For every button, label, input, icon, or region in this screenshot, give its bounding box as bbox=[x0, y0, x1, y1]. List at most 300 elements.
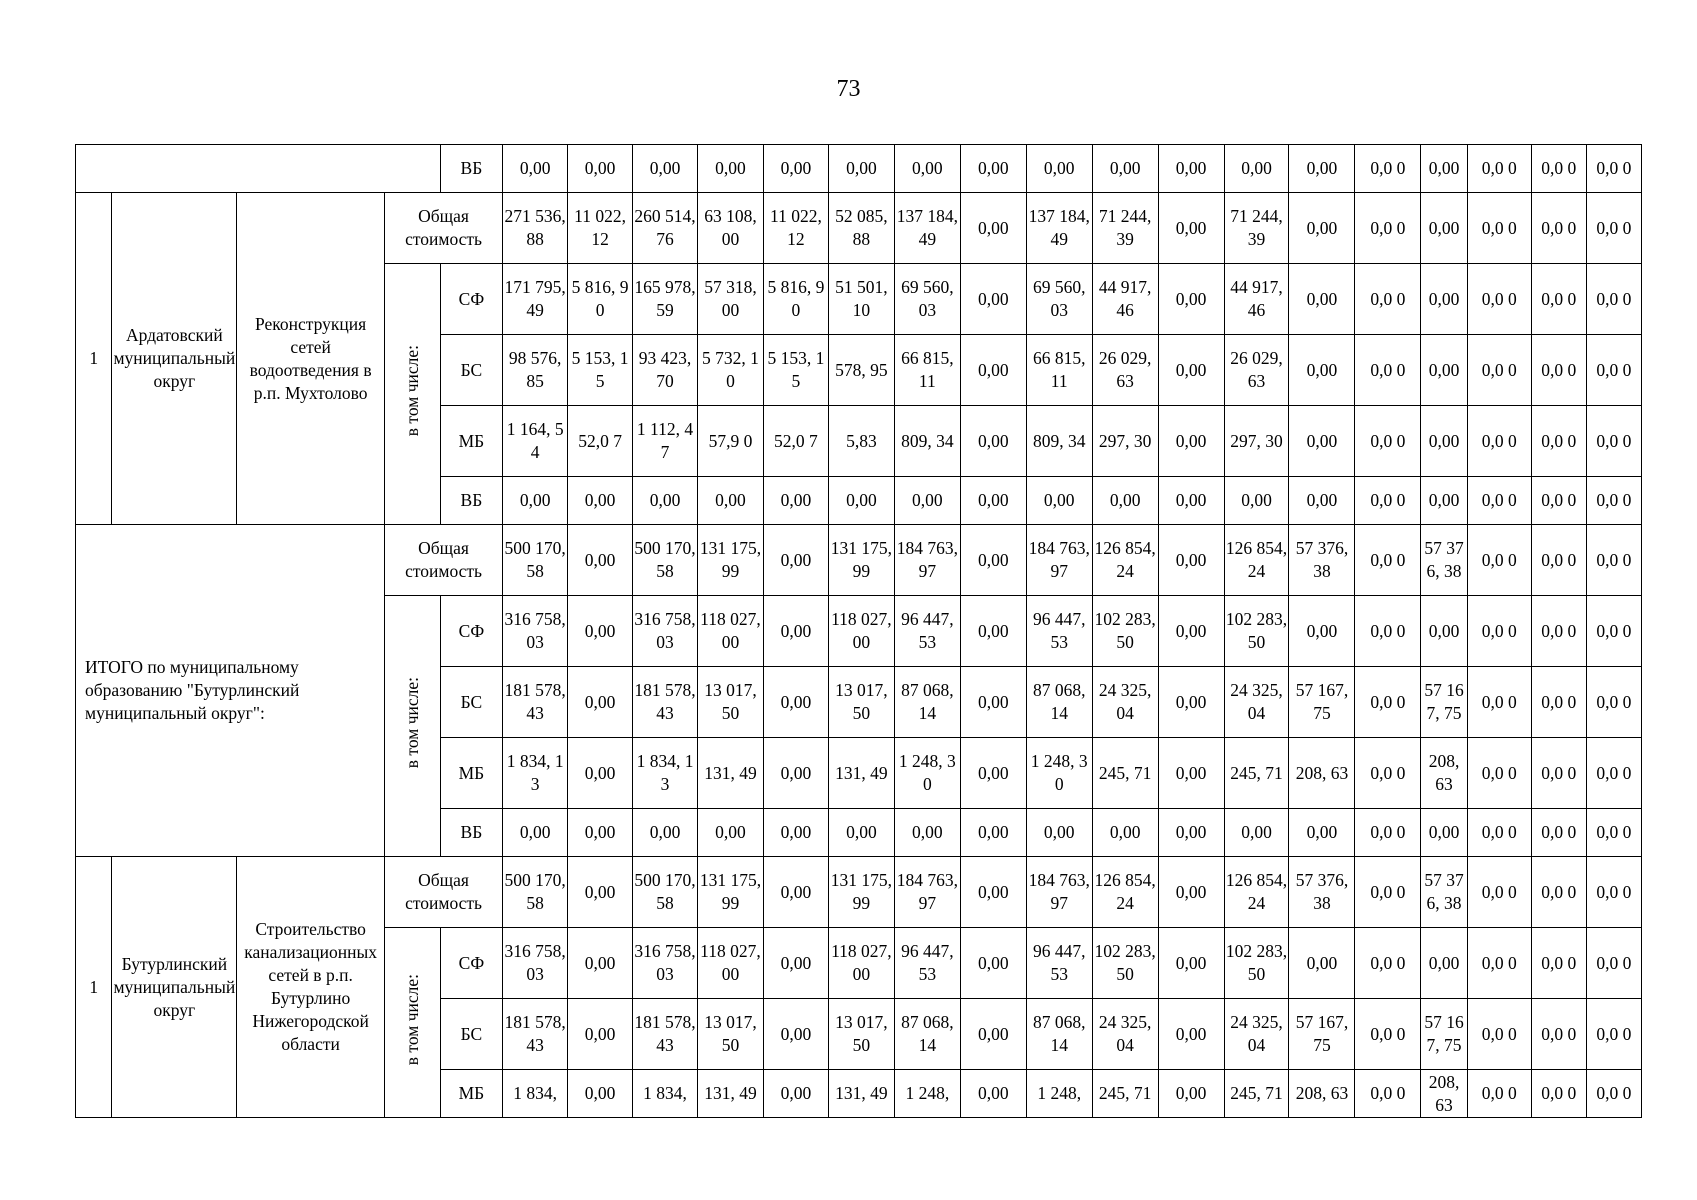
object-name: Строительство канализационных сетей в р.п. Бутурлино Нижегородской области bbox=[237, 857, 385, 1118]
table-row-itogo-total bbox=[76, 525, 1697, 596]
value-cell: 1 834, 13 bbox=[503, 738, 568, 809]
value-cell: 0,00 bbox=[568, 667, 633, 738]
value-cell: 0,0 0 bbox=[1355, 667, 1421, 738]
value-cell: 0,0 0 bbox=[1355, 335, 1421, 406]
value-cell: 181 578, 43 bbox=[633, 667, 698, 738]
value-cell: 0,00 bbox=[1092, 145, 1158, 193]
value-cell: 5 816, 90 bbox=[763, 264, 828, 335]
value-cell: 44 917, 46 bbox=[1092, 264, 1158, 335]
value-cell: 0,0 0 bbox=[1531, 738, 1586, 809]
value-cell: 131, 49 bbox=[828, 1070, 894, 1118]
value-cell: 24 325, 04 bbox=[1224, 667, 1289, 738]
value-cell: 11 022, 12 bbox=[763, 193, 828, 264]
value-cell: 0,00 bbox=[960, 477, 1026, 525]
value-cell: 0,00 bbox=[1224, 809, 1289, 857]
value-cell: 0,00 bbox=[1421, 477, 1467, 525]
row-number: 1 bbox=[76, 193, 112, 525]
value-cell: 184 763, 97 bbox=[1026, 525, 1092, 596]
value-cell: 0,00 bbox=[763, 596, 828, 667]
value-cell: 0,0 0 bbox=[1586, 335, 1641, 406]
value-cell: 0,0 0 bbox=[1586, 193, 1641, 264]
value-cell: 0,0 0 bbox=[1355, 857, 1421, 928]
value-cell: 1 112, 47 bbox=[633, 406, 698, 477]
value-cell: 0,00 bbox=[1421, 335, 1467, 406]
value-cell: 0,00 bbox=[894, 809, 960, 857]
value-cell: 87 068, 14 bbox=[1026, 667, 1092, 738]
value-cell: 0,00 bbox=[763, 667, 828, 738]
value-cell: 0,00 bbox=[1158, 596, 1224, 667]
itogo-title: ИТОГО по муниципальному образованию "Бутурлинский муниципальный округ": bbox=[76, 525, 385, 857]
value-cell: 0,0 0 bbox=[1467, 193, 1531, 264]
value-cell: 1 834, bbox=[503, 1070, 568, 1118]
value-cell: 208, 63 bbox=[1289, 738, 1355, 809]
value-cell: 0,00 bbox=[960, 335, 1026, 406]
value-cell: 0,00 bbox=[1092, 477, 1158, 525]
value-cell: 57 167, 75 bbox=[1421, 667, 1467, 738]
fund-label-bs: БС bbox=[440, 999, 503, 1070]
value-cell: 165 978, 59 bbox=[633, 264, 698, 335]
value-cell: 0,00 bbox=[828, 477, 894, 525]
value-cell: 1 248, bbox=[1026, 1070, 1092, 1118]
value-cell: 126 854, 24 bbox=[1224, 857, 1289, 928]
value-cell: 0,00 bbox=[568, 857, 633, 928]
value-cell: 208, 63 bbox=[1289, 1070, 1355, 1118]
value-cell: 87 068, 14 bbox=[1026, 999, 1092, 1070]
value-cell: 0,00 bbox=[1421, 406, 1467, 477]
value-cell: 126 854, 24 bbox=[1092, 525, 1158, 596]
empty-header-cell bbox=[76, 145, 441, 193]
object-name: Реконструкция сетей водоотведения в р.п. Мухтолово bbox=[237, 193, 385, 525]
value-cell: 0,00 bbox=[1289, 928, 1355, 999]
value-cell: 0,0 0 bbox=[1355, 596, 1421, 667]
value-cell: 118 027, 00 bbox=[698, 928, 764, 999]
value-cell: 0,0 0 bbox=[1467, 1070, 1531, 1118]
value-cell: 71 244, 39 bbox=[1092, 193, 1158, 264]
value-cell: 0,0 0 bbox=[1586, 1070, 1641, 1118]
value-cell: 0,00 bbox=[1158, 477, 1224, 525]
value-cell: 0,00 bbox=[960, 857, 1026, 928]
value-cell: 0,0 0 bbox=[1355, 809, 1421, 857]
value-cell: 57,9 0 bbox=[698, 406, 764, 477]
municipality-name: Ардатовский муниципальный округ bbox=[112, 193, 237, 525]
value-cell: 24 325, 04 bbox=[1224, 999, 1289, 1070]
value-cell: 26 029, 63 bbox=[1224, 335, 1289, 406]
value-cell: 0,0 0 bbox=[1355, 145, 1421, 193]
value-cell: 184 763, 97 bbox=[894, 857, 960, 928]
value-cell: 0,00 bbox=[763, 928, 828, 999]
value-cell: 51 501, 10 bbox=[828, 264, 894, 335]
value-cell: 271 536, 88 bbox=[503, 193, 568, 264]
value-cell: 208, 63 bbox=[1421, 738, 1467, 809]
value-cell: 118 027, 00 bbox=[698, 596, 764, 667]
value-cell: 26 029, 63 bbox=[1092, 335, 1158, 406]
value-cell: 0,00 bbox=[763, 1070, 828, 1118]
value-cell: 0,00 bbox=[763, 525, 828, 596]
value-cell: 0,00 bbox=[1026, 145, 1092, 193]
value-cell: 0,0 0 bbox=[1531, 667, 1586, 738]
value-cell: 131 175, 99 bbox=[828, 857, 894, 928]
value-cell: 500 170, 58 bbox=[633, 525, 698, 596]
value-cell: 131, 49 bbox=[828, 738, 894, 809]
value-cell: 0,00 bbox=[633, 477, 698, 525]
value-cell: 0,00 bbox=[1158, 738, 1224, 809]
value-cell: 316 758, 03 bbox=[633, 928, 698, 999]
value-cell: 5 816, 90 bbox=[568, 264, 633, 335]
value-cell: 500 170, 58 bbox=[633, 857, 698, 928]
fund-label-vb: ВБ bbox=[440, 477, 503, 525]
value-cell: 0,0 0 bbox=[1355, 738, 1421, 809]
value-cell: 0,00 bbox=[568, 999, 633, 1070]
value-cell: 87 068, 14 bbox=[894, 999, 960, 1070]
value-cell: 0,00 bbox=[1289, 809, 1355, 857]
value-cell: 1 248, 30 bbox=[1026, 738, 1092, 809]
value-cell: 0,00 bbox=[960, 264, 1026, 335]
value-cell: 126 854, 24 bbox=[1224, 525, 1289, 596]
value-cell: 208, 63 bbox=[1421, 1070, 1467, 1118]
value-cell: 0,00 bbox=[763, 857, 828, 928]
value-cell: 0,0 0 bbox=[1467, 857, 1531, 928]
value-cell: 0,00 bbox=[828, 809, 894, 857]
value-cell: 0,00 bbox=[1421, 193, 1467, 264]
value-cell: 126 854, 24 bbox=[1092, 857, 1158, 928]
value-cell: 0,0 0 bbox=[1355, 999, 1421, 1070]
value-cell: 0,00 bbox=[698, 145, 764, 193]
value-cell: 13 017, 50 bbox=[828, 667, 894, 738]
value-cell: 57 167, 75 bbox=[1421, 999, 1467, 1070]
value-cell: 102 283, 50 bbox=[1092, 596, 1158, 667]
value-cell: 102 283, 50 bbox=[1224, 596, 1289, 667]
value-cell: 0,00 bbox=[698, 809, 764, 857]
value-cell: 1 164, 54 bbox=[503, 406, 568, 477]
value-cell: 0,00 bbox=[894, 477, 960, 525]
value-cell: 0,0 0 bbox=[1467, 477, 1531, 525]
value-cell: 0,00 bbox=[568, 738, 633, 809]
budget-table bbox=[75, 144, 1697, 1118]
value-cell: 0,00 bbox=[763, 738, 828, 809]
value-cell: 1 248, 30 bbox=[894, 738, 960, 809]
value-cell: 0,00 bbox=[568, 525, 633, 596]
value-cell: 0,0 0 bbox=[1355, 1070, 1421, 1118]
table-row-ardatov-total bbox=[76, 193, 1697, 264]
value-cell: 0,0 0 bbox=[1531, 1070, 1586, 1118]
value-cell: 316 758, 03 bbox=[633, 596, 698, 667]
value-cell: 0,00 bbox=[698, 477, 764, 525]
value-cell: 171 795, 49 bbox=[503, 264, 568, 335]
value-cell: 0,00 bbox=[960, 1070, 1026, 1118]
value-cell: 57 318, 00 bbox=[698, 264, 764, 335]
value-cell: 0,00 bbox=[1421, 596, 1467, 667]
value-cell: 0,0 0 bbox=[1531, 477, 1586, 525]
value-cell: 260 514, 76 bbox=[633, 193, 698, 264]
value-cell: 66 815, 11 bbox=[1026, 335, 1092, 406]
value-cell: 0,00 bbox=[1289, 193, 1355, 264]
value-cell: 131 175, 99 bbox=[698, 857, 764, 928]
value-cell: 102 283, 50 bbox=[1092, 928, 1158, 999]
value-cell: 0,0 0 bbox=[1531, 525, 1586, 596]
value-cell: 0,00 bbox=[1158, 264, 1224, 335]
value-cell: 0,00 bbox=[568, 809, 633, 857]
value-cell: 181 578, 43 bbox=[503, 999, 568, 1070]
value-cell: 0,00 bbox=[960, 525, 1026, 596]
value-cell: 0,0 0 bbox=[1467, 335, 1531, 406]
value-cell: 52,0 7 bbox=[763, 406, 828, 477]
value-cell: 93 423, 70 bbox=[633, 335, 698, 406]
value-cell: 0,00 bbox=[763, 145, 828, 193]
value-cell: 13 017, 50 bbox=[698, 667, 764, 738]
value-cell: 0,00 bbox=[568, 1070, 633, 1118]
value-cell: 578, 95 bbox=[828, 335, 894, 406]
value-cell: 500 170, 58 bbox=[503, 857, 568, 928]
value-cell: 13 017, 50 bbox=[698, 999, 764, 1070]
value-cell: 137 184, 49 bbox=[894, 193, 960, 264]
value-cell: 0,00 bbox=[568, 477, 633, 525]
value-cell: 24 325, 04 bbox=[1092, 999, 1158, 1070]
value-cell: 316 758, 03 bbox=[503, 596, 568, 667]
value-cell: 0,00 bbox=[894, 145, 960, 193]
value-cell: 0,0 0 bbox=[1355, 928, 1421, 999]
value-cell: 0,00 bbox=[763, 809, 828, 857]
value-cell: 0,00 bbox=[960, 738, 1026, 809]
value-cell: 66 815, 11 bbox=[894, 335, 960, 406]
value-cell: 0,0 0 bbox=[1467, 928, 1531, 999]
value-cell: 57 376, 38 bbox=[1289, 525, 1355, 596]
value-cell: 0,00 bbox=[960, 406, 1026, 477]
value-cell: 809, 34 bbox=[894, 406, 960, 477]
value-cell: 0,00 bbox=[1092, 809, 1158, 857]
value-cell: 0,00 bbox=[1158, 525, 1224, 596]
fund-label-sf: СФ bbox=[440, 596, 503, 667]
total-cost-label: Общая стоимость bbox=[384, 525, 502, 596]
fund-label-mb: МБ bbox=[440, 406, 503, 477]
including-label: в том числе: bbox=[384, 264, 440, 525]
value-cell: 0,00 bbox=[1158, 857, 1224, 928]
value-cell: 0,00 bbox=[1158, 145, 1224, 193]
value-cell: 96 447, 53 bbox=[1026, 596, 1092, 667]
value-cell: 102 283, 50 bbox=[1224, 928, 1289, 999]
value-cell: 809, 34 bbox=[1026, 406, 1092, 477]
value-cell: 0,00 bbox=[828, 145, 894, 193]
row-number: 1 bbox=[76, 857, 112, 1118]
value-cell: 245, 71 bbox=[1224, 738, 1289, 809]
value-cell: 0,00 bbox=[568, 145, 633, 193]
value-cell: 184 763, 97 bbox=[1026, 857, 1092, 928]
value-cell: 131 175, 99 bbox=[698, 525, 764, 596]
fund-label-sf: СФ bbox=[440, 264, 503, 335]
value-cell: 0,00 bbox=[1158, 406, 1224, 477]
value-cell: 57 167, 75 bbox=[1289, 667, 1355, 738]
value-cell: 0,00 bbox=[1224, 477, 1289, 525]
value-cell: 0,0 0 bbox=[1467, 596, 1531, 667]
value-cell: 0,0 0 bbox=[1586, 596, 1641, 667]
value-cell: 1 834, bbox=[633, 1070, 698, 1118]
value-cell: 0,00 bbox=[1158, 999, 1224, 1070]
value-cell: 0,0 0 bbox=[1467, 145, 1531, 193]
value-cell: 131, 49 bbox=[698, 1070, 764, 1118]
value-cell: 1 834, 13 bbox=[633, 738, 698, 809]
value-cell: 316 758, 03 bbox=[503, 928, 568, 999]
value-cell: 245, 71 bbox=[1092, 1070, 1158, 1118]
value-cell: 0,00 bbox=[960, 809, 1026, 857]
value-cell: 0,00 bbox=[1158, 667, 1224, 738]
value-cell: 0,00 bbox=[1289, 596, 1355, 667]
value-cell: 52 085, 88 bbox=[828, 193, 894, 264]
value-cell: 0,00 bbox=[503, 145, 568, 193]
value-cell: 131, 49 bbox=[698, 738, 764, 809]
value-cell: 0,00 bbox=[1289, 406, 1355, 477]
value-cell: 0,00 bbox=[633, 145, 698, 193]
value-cell: 57 376, 38 bbox=[1289, 857, 1355, 928]
value-cell: 96 447, 53 bbox=[1026, 928, 1092, 999]
value-cell: 5 732, 10 bbox=[698, 335, 764, 406]
value-cell: 0,0 0 bbox=[1531, 857, 1586, 928]
fund-label-bs: БС bbox=[440, 667, 503, 738]
value-cell: 57 376, 38 bbox=[1421, 857, 1467, 928]
value-cell: 0,00 bbox=[960, 667, 1026, 738]
total-cost-label: Общая стоимость bbox=[384, 193, 502, 264]
value-cell: 96 447, 53 bbox=[894, 596, 960, 667]
value-cell: 0,00 bbox=[1158, 928, 1224, 999]
value-cell: 131 175, 99 bbox=[828, 525, 894, 596]
value-cell: 0,0 0 bbox=[1586, 928, 1641, 999]
value-cell: 96 447, 53 bbox=[894, 928, 960, 999]
value-cell: 0,0 0 bbox=[1355, 477, 1421, 525]
value-cell: 0,00 bbox=[960, 193, 1026, 264]
value-cell: 0,00 bbox=[763, 477, 828, 525]
value-cell: 118 027, 00 bbox=[828, 596, 894, 667]
value-cell: 0,0 0 bbox=[1586, 406, 1641, 477]
value-cell: 0,00 bbox=[1289, 335, 1355, 406]
value-cell: 245, 71 bbox=[1092, 738, 1158, 809]
value-cell: 5 153, 15 bbox=[763, 335, 828, 406]
value-cell: 0,0 0 bbox=[1531, 193, 1586, 264]
value-cell: 0,00 bbox=[503, 809, 568, 857]
fund-label-bs: БС bbox=[440, 335, 503, 406]
value-cell: 0,0 0 bbox=[1586, 857, 1641, 928]
value-cell: 0,00 bbox=[503, 477, 568, 525]
value-cell: 0,00 bbox=[960, 145, 1026, 193]
value-cell: 0,0 0 bbox=[1531, 145, 1586, 193]
value-cell: 0,0 0 bbox=[1467, 406, 1531, 477]
value-cell: 245, 71 bbox=[1224, 1070, 1289, 1118]
value-cell: 52,0 7 bbox=[568, 406, 633, 477]
value-cell: 181 578, 43 bbox=[503, 667, 568, 738]
value-cell: 0,0 0 bbox=[1467, 667, 1531, 738]
value-cell: 57 167, 75 bbox=[1289, 999, 1355, 1070]
value-cell: 0,00 bbox=[960, 928, 1026, 999]
value-cell: 0,00 bbox=[1421, 264, 1467, 335]
value-cell: 0,0 0 bbox=[1355, 525, 1421, 596]
value-cell: 0,0 0 bbox=[1531, 264, 1586, 335]
fund-label-mb: МБ bbox=[440, 738, 503, 809]
fund-label-vb: ВБ bbox=[440, 809, 503, 857]
including-label: в том числе: bbox=[384, 596, 440, 857]
value-cell: 297, 30 bbox=[1224, 406, 1289, 477]
value-cell: 5,83 bbox=[828, 406, 894, 477]
value-cell: 69 560, 03 bbox=[894, 264, 960, 335]
fund-label-mb: МБ bbox=[440, 1070, 503, 1118]
value-cell: 0,0 0 bbox=[1467, 999, 1531, 1070]
value-cell: 69 560, 03 bbox=[1026, 264, 1092, 335]
value-cell: 0,0 0 bbox=[1531, 999, 1586, 1070]
value-cell: 0,00 bbox=[960, 999, 1026, 1070]
value-cell: 0,0 0 bbox=[1467, 809, 1531, 857]
value-cell: 0,00 bbox=[1289, 264, 1355, 335]
table-row-continued-vb bbox=[76, 145, 1697, 193]
value-cell: 13 017, 50 bbox=[828, 999, 894, 1070]
value-cell: 137 184, 49 bbox=[1026, 193, 1092, 264]
value-cell: 0,0 0 bbox=[1531, 928, 1586, 999]
value-cell: 0,00 bbox=[633, 809, 698, 857]
value-cell: 57 376, 38 bbox=[1421, 525, 1467, 596]
value-cell: 0,0 0 bbox=[1531, 809, 1586, 857]
value-cell: 0,0 0 bbox=[1586, 477, 1641, 525]
value-cell: 0,00 bbox=[568, 928, 633, 999]
value-cell: 0,00 bbox=[1158, 1070, 1224, 1118]
value-cell: 0,00 bbox=[1158, 809, 1224, 857]
value-cell: 0,0 0 bbox=[1531, 335, 1586, 406]
value-cell: 118 027, 00 bbox=[828, 928, 894, 999]
value-cell: 0,00 bbox=[763, 999, 828, 1070]
value-cell: 184 763, 97 bbox=[894, 525, 960, 596]
value-cell: 0,00 bbox=[1158, 193, 1224, 264]
value-cell: 0,0 0 bbox=[1586, 667, 1641, 738]
value-cell: 0,0 0 bbox=[1467, 738, 1531, 809]
value-cell: 0,00 bbox=[1026, 477, 1092, 525]
including-label: в том числе: bbox=[384, 928, 440, 1118]
value-cell: 63 108, 00 bbox=[698, 193, 764, 264]
value-cell: 0,00 bbox=[960, 596, 1026, 667]
value-cell: 0,0 0 bbox=[1586, 999, 1641, 1070]
value-cell: 0,00 bbox=[1421, 928, 1467, 999]
value-cell: 0,00 bbox=[1026, 809, 1092, 857]
table-row-buturlino-total bbox=[76, 857, 1697, 928]
total-cost-label: Общая стоимость bbox=[384, 857, 502, 928]
municipality-name: Бутурлинский муниципальный округ bbox=[112, 857, 237, 1118]
value-cell: 0,00 bbox=[1421, 145, 1467, 193]
value-cell: 0,00 bbox=[1224, 145, 1289, 193]
value-cell: 0,00 bbox=[1421, 809, 1467, 857]
fund-label-sf: СФ bbox=[440, 928, 503, 999]
value-cell: 44 917, 46 bbox=[1224, 264, 1289, 335]
value-cell: 0,00 bbox=[1289, 477, 1355, 525]
value-cell: 0,0 0 bbox=[1586, 264, 1641, 335]
value-cell: 87 068, 14 bbox=[894, 667, 960, 738]
value-cell: 0,0 0 bbox=[1531, 406, 1586, 477]
value-cell: 0,0 0 bbox=[1586, 525, 1641, 596]
value-cell: 71 244, 39 bbox=[1224, 193, 1289, 264]
value-cell: 0,0 0 bbox=[1531, 596, 1586, 667]
value-cell: 24 325, 04 bbox=[1092, 667, 1158, 738]
value-cell: 0,00 bbox=[568, 596, 633, 667]
value-cell: 0,0 0 bbox=[1586, 145, 1641, 193]
value-cell: 5 153, 15 bbox=[568, 335, 633, 406]
value-cell: 297, 30 bbox=[1092, 406, 1158, 477]
fund-label-vb: ВБ bbox=[440, 145, 503, 193]
value-cell: 0,0 0 bbox=[1355, 264, 1421, 335]
value-cell: 0,0 0 bbox=[1586, 738, 1641, 809]
value-cell: 1 248, bbox=[894, 1070, 960, 1118]
value-cell: 98 576, 85 bbox=[503, 335, 568, 406]
value-cell: 0,0 0 bbox=[1467, 264, 1531, 335]
value-cell: 0,00 bbox=[1158, 335, 1224, 406]
value-cell: 0,0 0 bbox=[1355, 406, 1421, 477]
value-cell: 0,0 0 bbox=[1586, 809, 1641, 857]
value-cell: 11 022, 12 bbox=[568, 193, 633, 264]
page-number: 73 bbox=[836, 76, 861, 102]
value-cell: 0,00 bbox=[1289, 145, 1355, 193]
value-cell: 500 170, 58 bbox=[503, 525, 568, 596]
value-cell: 0,0 0 bbox=[1467, 525, 1531, 596]
